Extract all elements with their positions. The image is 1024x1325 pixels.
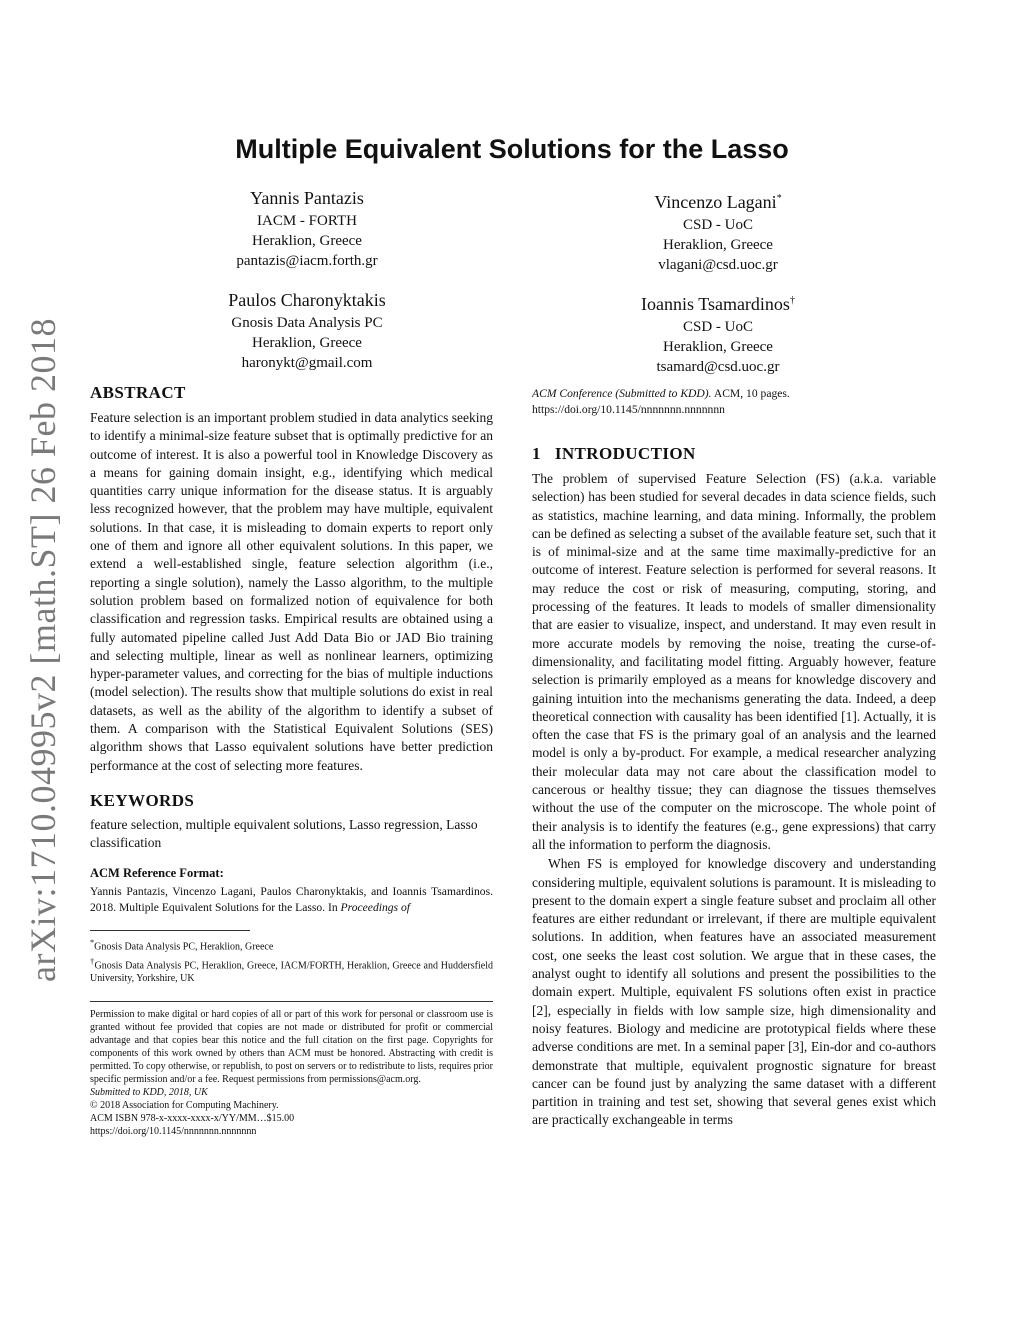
author-affiliation: IACM - FORTH — [257, 213, 357, 229]
arxiv-stamp-text: arXiv:1710.04995v2 [math.ST] 26 Feb 2018 — [23, 318, 64, 982]
author-email: vlagani@csd.uoc.gr — [658, 257, 778, 273]
introduction-paragraph-1: The problem of supervised Feature Selection (FS) (a.k.a. variable selection) has been studied for several decades in data science fields, such as statistics, machine learning, and data mining. Informally, the problem can be defined as selecting a subset of the available feature set, such that it is of minimal-size and at the same time maximally-predictive for an outcome of interest. Feature selection is performed for several reasons. It may reduce the cost or risk of measuring, computing, storing, and processing of the features. It leads to models of smaller dimensionality that are easier to visualize, inspect, and understand. It may even result in more accurate models by removing the noise, treating the curse-of-dimensionality, and facilitating model fitting. Arguably however, feature selection is primarily employed as a means for knowledge discovery and gaining intuition into the mechanisms generating the data. Indeed, a deep theoretical connection with causality has been identified [1]. Actually, it is often the case that FS is the primary goal of an analysis and the learned model is only a by-product. For example, a medical researcher analyzing their molecular data may not care about the classification model to cancerous or healthy tissue; they can diagnose the tissues themselves without the use of the computer on the microscope. The whole point of their analysis is to identify the features (e.g., gene expressions) that carry all the information to perform the diagnosis. — [532, 471, 936, 852]
submitted-note: Submitted to KDD, 2018, UK — [90, 1087, 208, 1099]
footnote-2: †Gnosis Data Analysis PC, Heraklion, Greece, IACM/FORTH, Heraklion, Greece and Huddersfield University, Yorkshire, UK — [90, 956, 493, 985]
author-location: Heraklion, Greece — [252, 335, 362, 351]
permission-rule — [90, 1001, 493, 1002]
introduction-heading: 1 INTRODUCTION — [532, 444, 696, 463]
reference-format-label: ACM Reference Format: — [90, 865, 224, 880]
doi-note: https://doi.org/10.1145/nnnnnnn.nnnnnnn — [90, 1126, 257, 1138]
abstract-heading: ABSTRACT — [90, 383, 186, 402]
author-affiliation: CSD - UoC — [682, 319, 753, 335]
author-mark: † — [789, 295, 795, 306]
author-block-4 — [568, 288, 868, 377]
introduction-paragraph-2: When FS is employed for knowledge discovery and understanding considering multiple, equivalent solutions is paramount. It is misleading to present to the domain expert a single feature subset and proclaim all other features are either redundant or irrelevant, if there are multiple equivalent solutions. In addition, when features have an associated measurement cost, one seeks the least cost solution. We argue that in these cases, the analyst ought to identify all solutions and present the possibilities to the domain expert. Multiple, equivalent FS solutions often exist in practice [2], especially in fields with low sample size, high dimensionality and noisy features. Biology and medicine are prototypical fields where these adverse conditions are met. In a seminal paper [3], Ein-dor and co-authors demonstrate that multiple, equivalent prognostic signature for breast cancer can be found just by analyzing the same dataset with a different partition in training and test set, showing that several genes exist which are practically exchangeable in terms — [532, 856, 936, 1128]
left-column — [90, 383, 493, 1138]
author-name: Paulos Charonyktakis — [228, 290, 386, 310]
author-block-3 — [157, 288, 457, 373]
abstract-text: Feature selection is an important problem studied in data analytics seeking to identify a minimal-size feature subset that is optimally predictive for an outcome of interest. It is also a powerful tool in Knowledge Discovery as a means for gaining domain insight, e.g., identifying which medical quantities carry unique information for the disease status. It is arguably less recognized however, that the problem may have multiple, equivalent solutions. In that case, it is misleading to domain experts to report only one of them and ignore all other equivalent solutions. In this paper, we extend a well-established single, feature selection algorithm (i.e., reporting a single solution), namely the Lasso algorithm, to the multiple solution problem based on formalized notion of equivalence for both classification and regression tasks. Empirical results are obtained using a fully automated pipeline called Just Add Data Bio or JAD Bio training and selecting multiple, linear as well as nonlinear learners, optimizing hyper-parameter values, and correcting for the bias of multiple inductions (model selection). The results show that multiple solutions do exist in real datasets, as well as the ability of the algorithm to identify a subset of them. A comparison with the Statistical Equivalent Solutions (SES) algorithm shows that Lasso equivalent solutions have better prediction performance at the cost of selecting more features. — [90, 410, 493, 773]
reference-continuation: ACM Conference (Submitted to KDD). ACM, 10 pages. https://doi.org/10.1145/nnnnnnn.nnnnnnn — [532, 387, 790, 416]
author-name: Yannis Pantazis — [250, 188, 364, 208]
author-name: Ioannis Tsamardinos† — [641, 294, 795, 314]
author-location: Heraklion, Greece — [663, 339, 773, 355]
isbn-note: ACM ISBN 978-x-xxxx-xxxx-x/YY/MM…$15.00 — [90, 1113, 295, 1125]
keywords-text: feature selection, multiple equivalent solutions, Lasso regression, Lasso classification — [90, 816, 478, 851]
footnote-rule — [90, 930, 250, 931]
reference-format — [90, 866, 493, 916]
author-affiliation: Gnosis Data Analysis PC — [231, 315, 383, 331]
keywords-heading: KEYWORDS — [90, 790, 195, 810]
author-name: Vincenzo Lagani* — [654, 192, 782, 212]
author-block-1 — [157, 186, 457, 271]
permission-block — [90, 1001, 493, 1138]
author-location: Heraklion, Greece — [252, 233, 362, 249]
author-mark: * — [776, 193, 782, 204]
copyright-note: © 2018 Association for Computing Machinery. — [90, 1100, 279, 1112]
author-email: haronykt@gmail.com — [241, 355, 373, 371]
author-email: pantazis@iacm.forth.gr — [236, 253, 378, 269]
author-block-2 — [568, 186, 868, 275]
reference-format-text: Yannis Pantazis, Vincenzo Lagani, Paulos Charonyktakis, and Ioannis Tsamardinos. 2018. Multiple Equivalent Solutions for the Lasso. In Proceedings of — [90, 884, 493, 914]
paper-title: Multiple Equivalent Solutions for the Lasso — [235, 134, 789, 164]
author-affiliation: CSD - UoC — [682, 217, 753, 233]
right-column — [532, 386, 936, 1130]
arxiv-stamp — [18, 318, 68, 982]
permission-text: Permission to make digital or hard copies of all or part of this work for personal or classroom use is granted without fee provided that copies are not made or distributed for profit or commercial advantage and that copies bear this notice and the full citation on the first page. Copyrights for components of this work owned by others than ACM must be honored. Abstracting with credit is permitted. To copy otherwise, or republish, to post on servers or to redistribute to lists, requires prior specific permission and/or a fee. Request permissions from permissions@acm.org. — [90, 1009, 493, 1086]
author-location: Heraklion, Greece — [663, 237, 773, 253]
footnotes — [90, 930, 493, 986]
author-email: tsamard@csd.uoc.gr — [656, 359, 780, 375]
footnote-1: *Gnosis Data Analysis PC, Heraklion, Greece — [90, 937, 274, 952]
